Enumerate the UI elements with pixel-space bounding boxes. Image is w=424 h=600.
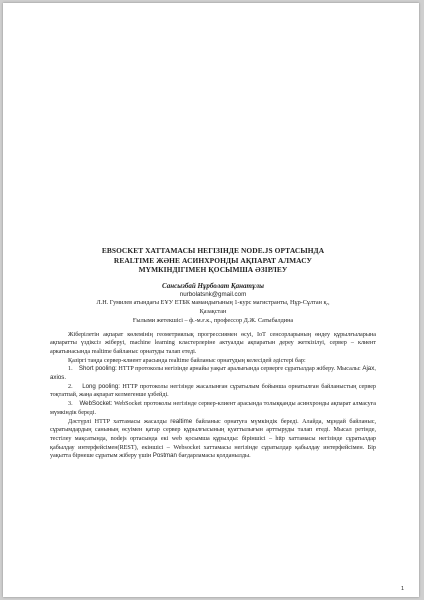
page-number: 1 [401,586,405,592]
affiliation-line: Қазақстан [199,307,227,315]
scientific-supervisor: Ғылыми жетекшісі – ф.-м.ғ.к., профессор Д.Ж. Сатыбалдина [132,317,294,325]
method-item-long-pooling [50,383,376,400]
http-paragraph [50,418,376,462]
affiliation-line: Л.Н. Гумилев атындағы ЕҰУ ЕТБК мамандығының 1-курс магистранты, Нұр-Сұлтан қ., [96,299,330,307]
text-run: Postman [152,452,177,460]
methods-intro-paragraph: Қазіргі таңда сервер-клиент арасында realtime байланыс орнатудың келесідей әдістері бар: [68,357,306,364]
paper-title [50,246,376,275]
page-content [50,246,376,461]
text-run: бағдарламасы қолданылды. [176,453,251,460]
method-item-short-pooling [50,365,376,382]
author-name: Сансызбай Нұрболат Қанатұлы [162,281,264,290]
text-run: Дәстүрлі HTTP хаттамасы жасалды [68,418,171,425]
item-term: Long pooling: [82,382,120,390]
title-line: МҮМКІНДІГІМЕН ҚОСЫМША ӘЗІРЛЕУ [138,265,288,275]
item-number: 2. [68,383,73,390]
item-term: Short pooling: [78,365,117,373]
item-text: HTTP протоколы негізінде жасалынған сұратылым бойынша орнатылған байланыстың сервер тоқтатпай, жаңа ақпарат келмегенше ұзбейді. [50,383,377,399]
title-line: EBSOCKET ХАТТАМАСЫ НЕГІЗІНДЕ NODE.JS ОРТАСЫНДА [101,246,325,255]
item-examples: Ajax, axios. [50,365,376,382]
item-text: WebSocket протоколы негізінде сервер-клиент арасында толыққанды асинхронды ақпарат алмасуға мүмкіндік береді. [50,401,376,416]
document-page [3,3,419,597]
author-affiliation [50,299,376,316]
text-run: realtime [170,417,193,425]
intro-paragraph: Жіберілетін ақпарат көлемінің геометриялық прогрессиямен өсуі, IoT сенсорларының өндеу құрылғыларына ақпаратты үздіксіз жіберуі, machine learning кластерлеріне актуалды ақпаратын дереу жеткізілуі, сервер – клиент аркатынасында realtime байланыс орнатуды талап етеді. [50,331,376,355]
item-text: HTTP протоколы негізінде арнайы уақыт аралығында серверге сұратылдар жіберу. Мысалы: [116,366,363,373]
item-number: 1. [68,366,73,373]
method-item-websocket [50,400,376,417]
item-number: 3. [68,401,73,408]
text-run: байланыс орнатуға мүмкіндік береді. Алайда, мұндай байланыс, сұратымдардың санының өсуімен қатар сервер құрылғысының қуаттылығын арттыруды талап етеді. Мысал ретінде, тестілеу мақсатында, nodejs ортасында екі web қосымша құрылды: біріншісі – http хаттамасы негізінде сұратылдар қабылдау интерфейсімен(REST), екіншісі – Websocket хаттамасы негізінде сұратылдар қабылдау интерфейсімен. Бір уақытта бірнеше сұратым жіберу үшін [50,418,376,460]
title-line: REALTIME ЖӘНЕ АСИНХРОНДЫ АҚПАРАТ АЛМАСУ [113,255,313,265]
item-term: WebSocket: [79,400,113,408]
author-email[interactable]: nurbolatsnk@gmail.com [179,290,247,298]
